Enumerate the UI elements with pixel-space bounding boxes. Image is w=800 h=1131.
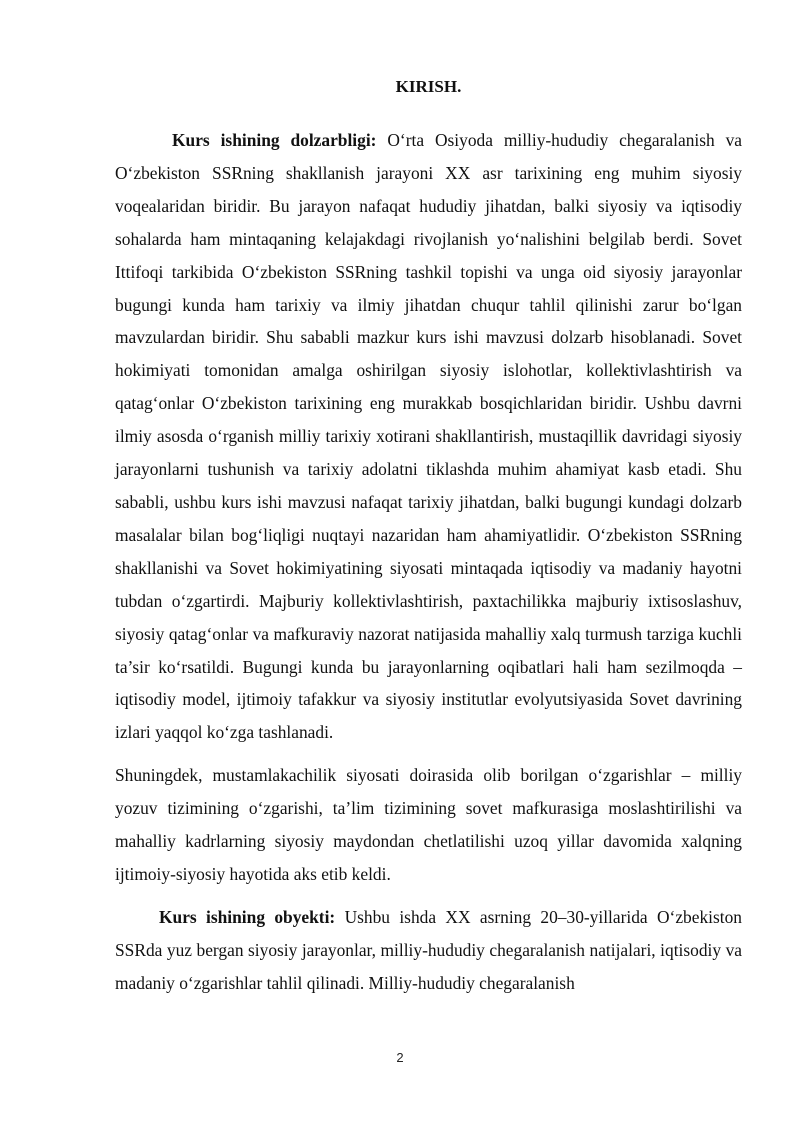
paragraph-lead-relevance: Kurs ishining dolzarbligi: bbox=[172, 130, 377, 150]
paragraph-object bbox=[115, 901, 742, 1000]
document-body bbox=[115, 124, 742, 1000]
paragraph-text-relevance: O‘rta Osiyoda milliy-hududiy chegaralanish va O‘zbekiston SSRning shakllanish jarayoni XX asr tarixining eng muhim siyosiy voqealaridan biridir. Bu jarayon nafaqat hududiy jihatdan, balki siyosiy va iqtisodiy sohalarda ham mintaqaning kelajakdagi rivojlanish yo‘nalishini belgilab berdi. Sovet Ittifoqi tarkibida O‘zbekiston SSRning tashkil topishi va unga oid siyosiy jarayonlar bugungi kunda ham tarixiy va ilmiy jihatdan chuqur tahlil qilinishi zarur bo‘lgan mavzulardan biridir. Shu sababli mazkur kurs ishi mavzusi dolzarb hisoblanadi. Sovet hokimiyati tomonidan amalga oshirilgan siyosiy islohotlar, kollektivlashtirish va qatag‘onlar O‘zbekiston tarixining eng murakkab bosqichlaridan biridir. Ushbu davrni ilmiy asosda o‘rganish milliy tarixiy xotirani shakllantirish, mustaqillik davridagi siyosiy jarayonlarni tushunish va tarixiy adolatni tiklashda muhim ahamiyat kasb etadi. Shu sababli, ushbu kurs ishi mavzusi nafaqat tarixiy jihatdan, balki bugungi kundagi dolzarb masalalar bilan bog‘liqligi nuqtayi nazaridan ham ahamiyatlidir. O‘zbekiston SSRning shakllanishi va Sovet hokimiyatining siyosati mintaqada iqtisodiy va madaniy hayotni tubdan o‘zgartirdi. Majburiy kollektivlashtirish, paxtachilikka majburiy ixtisoslashuv, siyosiy qatag‘onlar va mafkuraviy nazorat natijasida mahalliy xalq turmush tarziga kuchli ta’sir ko‘rsatildi. Bugungi kunda bu jarayonlarning oqibatlari hali ham sezilmoqda – iqtisodiy model, ijtimoiy tafakkur va siyosiy institutlar evolyutsiyasida Sovet davrining izlari yaqqol ko‘zga tashlanadi. bbox=[115, 130, 743, 743]
paragraph-relevance bbox=[115, 124, 742, 749]
section-heading: KIRISH. bbox=[395, 77, 462, 96]
paragraph-colonial-policy bbox=[115, 759, 742, 891]
paragraph-text-colonial-policy: Shuningdek, mustamlakachilik siyosati doirasida olib borilgan o‘zgarishlar – milliy yozuv tizimining o‘zgarishi, ta’lim tizimining sovet mafkurasiga moslashtirilishi va mahalliy kadrlarning siyosiy maydondan chetlatilishi uzoq yillar davomida xalqning ijtimoiy-siyosiy hayotida aks etib keldi. bbox=[115, 765, 742, 884]
page-number: 2 bbox=[396, 1050, 404, 1065]
paragraph-text-object: Ushbu ishda XX asrning 20–30-yillarida O‘zbekiston SSRda yuz bergan siyosiy jarayonlar, milliy-hududiy chegaralanish natijalari, iqtisodiy va madaniy o‘zgarishlar tahlil qilinadi. Milliy-hududiy chegaralanish bbox=[115, 906, 742, 993]
paragraph-lead-object: Kurs ishining obyekti: bbox=[159, 906, 336, 927]
